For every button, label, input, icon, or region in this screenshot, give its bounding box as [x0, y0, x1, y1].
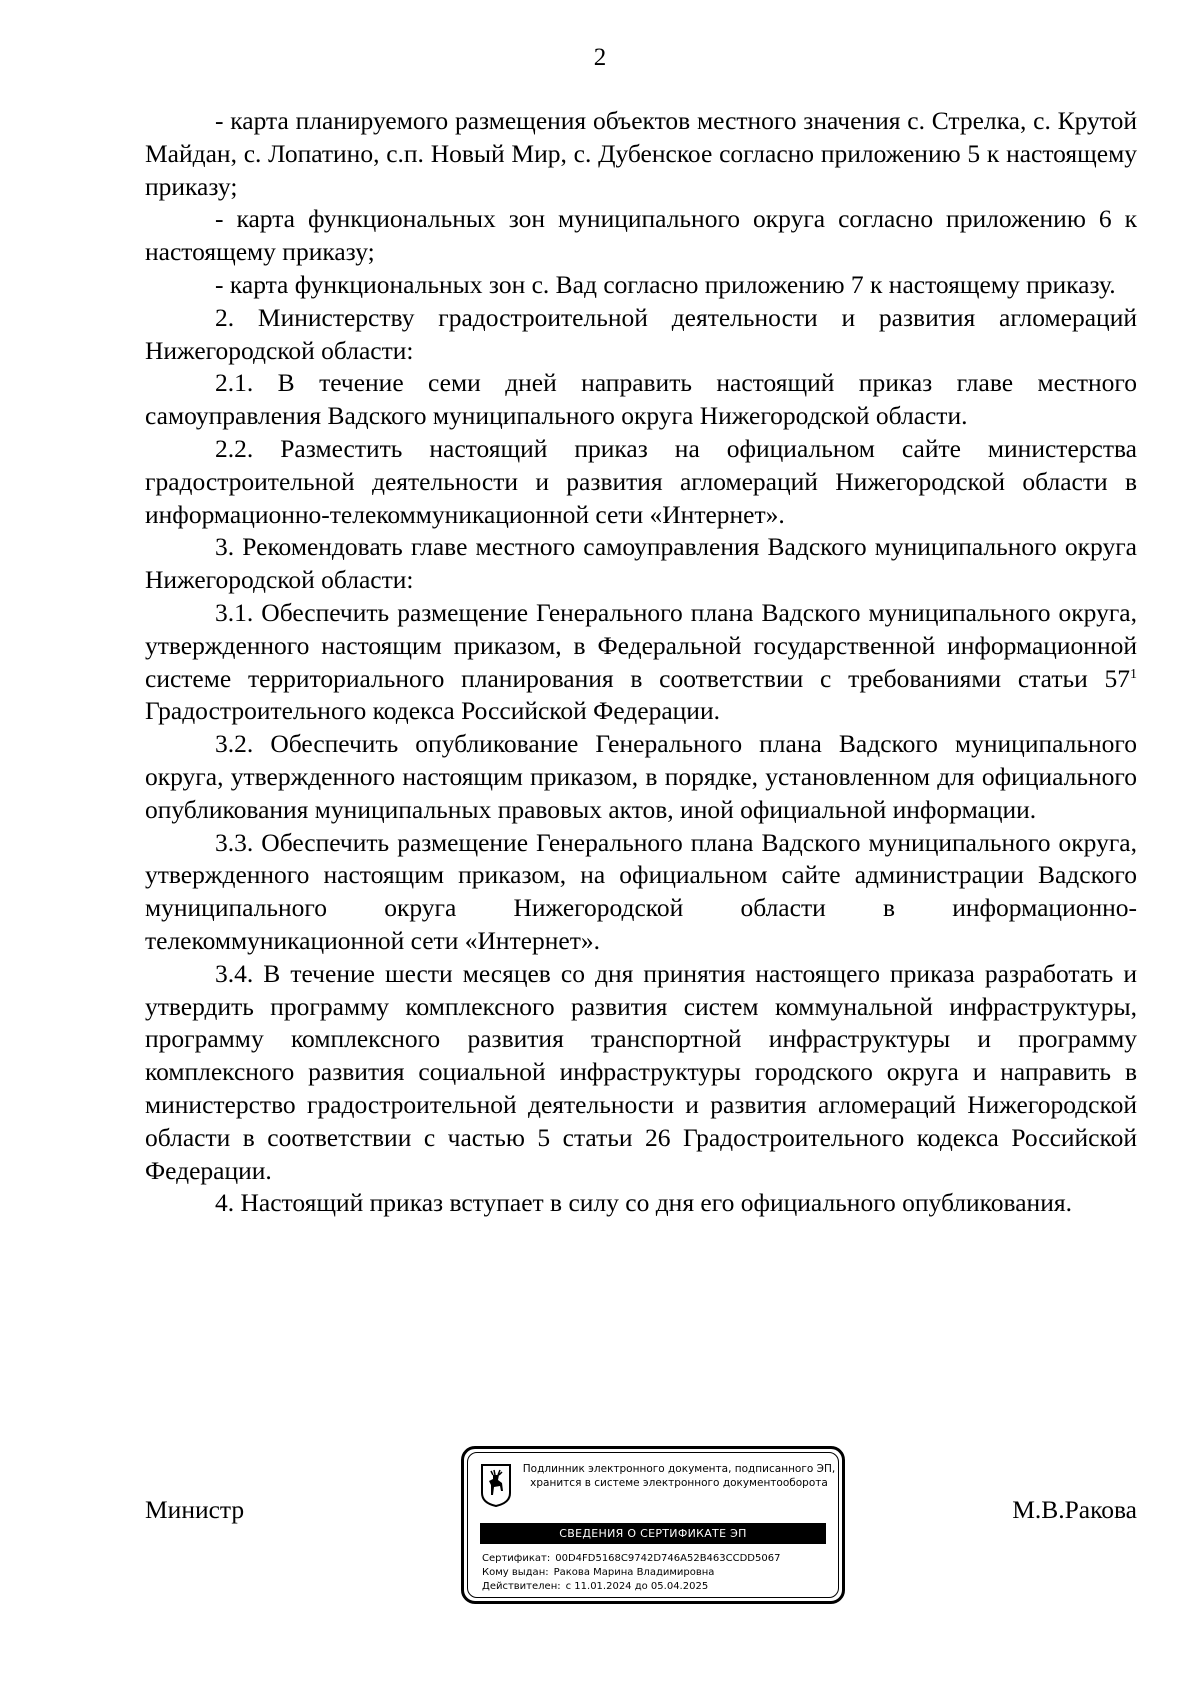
- e-signature-stamp: [461, 1446, 845, 1604]
- validity-value: с 11.01.2024 до 05.04.2025: [565, 1581, 709, 1592]
- certificate-row: [482, 1552, 828, 1566]
- paragraph-text: 3.1. Обеспечить размещение Генерального плана Вадского муниципального округа, утвержденного настоящим приказом, в Федеральной государственной информационной системе территориального планирования в соответствии с требованиями статьи 57: [145, 597, 1137, 693]
- validity-row: [482, 1580, 828, 1594]
- issued-to-row: [482, 1566, 828, 1580]
- deer-emblem-icon: [480, 1463, 512, 1507]
- signer-name: М.В.Ракова: [1012, 1495, 1137, 1524]
- certificate-label: Сертификат:: [482, 1553, 551, 1564]
- stamp-frame: [467, 1452, 839, 1598]
- superscript: 1: [1130, 666, 1137, 682]
- paragraph: [145, 597, 1137, 728]
- paragraph: 2. Министерству градостроительной деятельности и развития агломераций Нижегородской области:: [145, 302, 1137, 365]
- certificate-value: 00D4FD5168C9742D746A52B463CCDD5067: [555, 1553, 781, 1564]
- paragraph: 2.2. Разместить настоящий приказ на официальном сайте министерства градостроительной деятельности и развития агломераций Нижегородской области в информационно-телекоммуникационной сети «Интернет».: [145, 433, 1137, 529]
- document-body: [145, 105, 1137, 1220]
- signer-title: Министр: [145, 1495, 245, 1524]
- paragraph-text: Градостроительного кодекса Российской Федерации.: [145, 696, 720, 726]
- stamp-header: СВЕДЕНИЯ О СЕРТИФИКАТЕ ЭП: [480, 1523, 826, 1544]
- issued-to-label: Кому выдан:: [482, 1567, 549, 1578]
- validity-label: Действителен:: [482, 1581, 561, 1592]
- paragraph: 3.4. В течение шести месяцев со дня принятия настоящего приказа разработать и утвердить программу комплексного развития систем коммунальной инфраструктуры, программу комплексного развития транспортной инфраструктуры и программу комплексного развития социальной инфраструктуры городского округа и направить в министерство градостроительной деятельности и развития агломераций Нижегородской области в соответствии с частью 5 статьи 26 Градостроительного кодекса Российской Федерации.: [145, 958, 1137, 1185]
- paragraph: - карта планируемого размещения объектов местного значения с. Стрелка, с. Крутой Майдан, с. Лопатино, с.п. Новый Мир, с. Дубенское согласно приложению 5 к настоящему приказу;: [145, 106, 1137, 201]
- paragraph: - карта функциональных зон муниципального округа согласно приложению 6 к настоящему приказу;: [145, 204, 1137, 267]
- issued-to-value: Ракова Марина Владимировна: [553, 1567, 715, 1578]
- paragraph: 3.3. Обеспечить размещение Генерального плана Вадского муниципального округа, утвержденного настоящим приказом, на официальном сайте администрации Вадского муниципального округа Нижегородской области в информационно-телекоммуникационной сети «Интернет».: [145, 827, 1137, 955]
- paragraph: - карта функциональных зон с. Вад согласно приложению 7 к настоящему приказу.: [215, 269, 1116, 299]
- stamp-note-line: Подлинник электронного документа, подписанного ЭП,: [522, 1463, 836, 1475]
- paragraph: 2.1. В течение семи дней направить настоящий приказ главе местного самоуправления Вадского муниципального округа Нижегородской области.: [145, 368, 1137, 431]
- stamp-note-line: хранится в системе электронного документооборота: [530, 1477, 828, 1489]
- paragraph: 3.2. Обеспечить опубликование Генерального плана Вадского муниципального округа, утвержденного настоящим приказом, в порядке, установленном для официального опубликования муниципальных правовых актов, иной официальной информации.: [145, 729, 1137, 824]
- paragraph: 3. Рекомендовать главе местного самоуправления Вадского муниципального округа Нижегородской области:: [145, 532, 1137, 595]
- stamp-details: [482, 1552, 828, 1594]
- stamp-note: [522, 1462, 836, 1490]
- paragraph: 4. Настоящий приказ вступает в силу со дня его официального опубликования.: [215, 1188, 1072, 1218]
- page-number: 2: [593, 44, 607, 71]
